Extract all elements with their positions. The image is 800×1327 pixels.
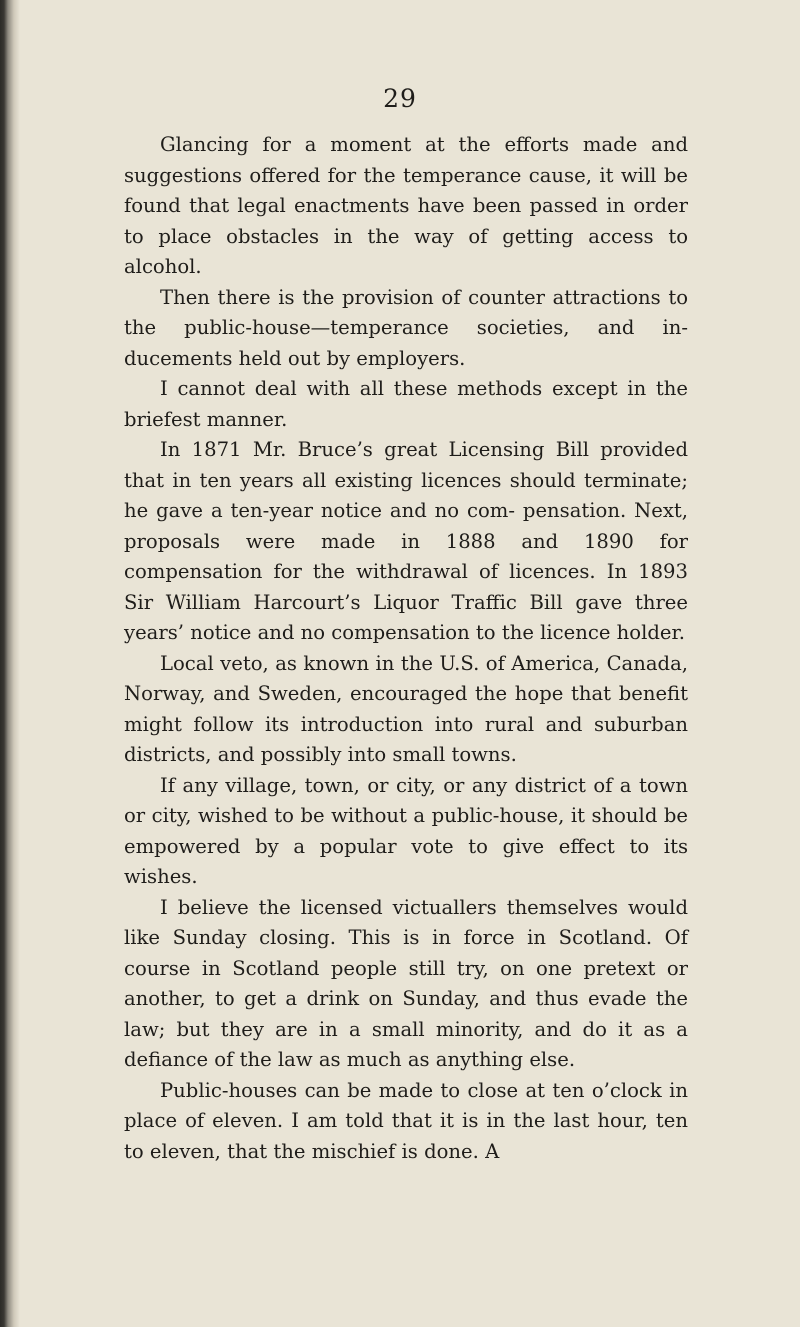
body-text (124, 130, 688, 1167)
binding-edge (0, 0, 20, 1327)
paragraph-local-veto: Local veto, as known in the U.S. of America, Canada, Norway, and Sweden, encouraged the hope that benefit might follow its introduction into rural and suburban districts, and possibly into small towns. (124, 651, 688, 766)
page-number: 29 (383, 84, 417, 113)
paragraph-closing-hours: Public-houses can be made to close at ten o’clock in place of eleven. I am told that it is in the last hour, ten to eleven, that the mischief is done. A (124, 1078, 688, 1163)
paragraph-methods: I cannot deal with all these methods except in the briefest manner. (124, 377, 688, 431)
paragraph-counter-attractions: Then there is the provision of counter attractions to the public-house—temperance societies, and in- ducements held out by employers. (124, 285, 688, 370)
paragraph-sunday-closing: I believe the licensed victuallers themselves would like Sunday closing. This is in force in Scotland. Of course in Scotland people still try, on one pretext or another, to get a drink on Sunday, and thus evade the law; but they are in a small minority, and do it as a defiance of the law as much as anything else. (124, 895, 688, 1071)
paragraph-legal-enactments: Glancing for a moment at the efforts made and suggestions offered for the temperance cause, it will be found that legal enactments have been passed in order to place obstacles in the way of getting access to alcohol. (124, 133, 688, 278)
paragraph-popular-vote: If any village, town, or city, or any district of a town or city, wished to be without a public-house, it should be empowered by a popular vote to give effect to its wishes. (124, 773, 688, 888)
paragraph-licensing-bills: In 1871 Mr. Bruce’s great Licensing Bill provided that in ten years all existing licences should terminate; he gave a ten-year notice and no com- pensation. Next, proposals were made in 1888 and 1890 for compensation for the withdrawal of licences. In 1893 Sir William Harcourt’s Liquor Traffic Bill gave three years’ notice and no compensation to the licence holder. (124, 438, 688, 644)
